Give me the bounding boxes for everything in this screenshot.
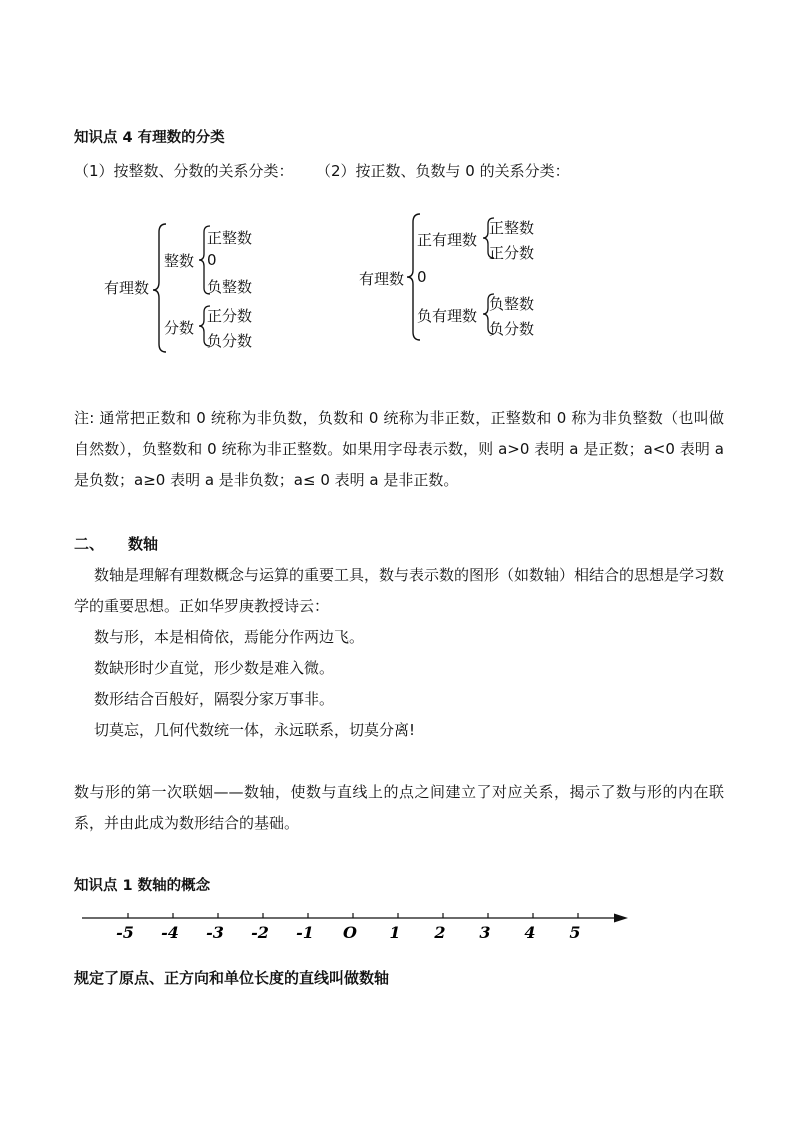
tree2-negative-integer: 负整数 xyxy=(489,295,535,313)
tree1-root: 有理数 xyxy=(104,279,150,297)
subtitle-integer-fraction: （1）按整数、分数的关系分类： xyxy=(74,162,294,180)
axis-tick-label: 2 xyxy=(434,923,446,942)
tree2-zero: 0 xyxy=(417,268,427,286)
part-number: 二、 xyxy=(74,535,105,553)
poem-line-2: 数缺形时少直觉，形少数是难入微。 xyxy=(94,659,335,677)
tree1-zero: 0 xyxy=(207,251,217,269)
axis-tick-label: 1 xyxy=(389,923,401,942)
tree2-group-positive: 正有理数 xyxy=(417,231,478,249)
section-title-classification: 知识点 4 有理数的分类 xyxy=(74,130,225,146)
axis-tick-label: -2 xyxy=(251,923,269,942)
part-title: 数轴 xyxy=(128,535,159,553)
tree1-positive-fraction: 正分数 xyxy=(207,307,253,325)
poem-line-3: 数形结合百般好，隔裂分家万事非。 xyxy=(94,690,335,708)
tree2-negative-fraction: 负分数 xyxy=(489,320,535,338)
axis-tick-label: 5 xyxy=(569,923,581,942)
tree1-negative-integer: 负整数 xyxy=(207,278,253,296)
tree2-positive-integer: 正整数 xyxy=(489,219,535,237)
tree1-positive-integer: 正整数 xyxy=(207,229,253,247)
axis-tick-label: -1 xyxy=(296,923,314,942)
tree1-group-fraction: 分数 xyxy=(164,319,195,337)
tree2-root: 有理数 xyxy=(359,270,405,288)
axis-tick-label: -4 xyxy=(161,923,179,942)
section-title-axis-concept: 知识点 1 数轴的概念 xyxy=(74,878,211,894)
note-paragraph: 注: 通常把正数和 0 统称为非负数，负数和 0 统称为非正数，正整数和 0 称为非负整数（也叫做自然数），负整数和 0 统称为非正整数。如果用字母表示数，则 a>0 表明 a 是正数；a<0 表明 a 是负数；a≥0 表明 a 是非负数；a≤ 0 表明 a 是非正数。 xyxy=(74,409,724,489)
tree2-positive-fraction: 正分数 xyxy=(489,244,535,262)
poem-line-1: 数与形，本是相倚依，焉能分作两边飞。 xyxy=(94,628,365,646)
tree1-negative-fraction: 负分数 xyxy=(207,332,253,350)
axis-tick-label: -3 xyxy=(206,923,224,942)
number-line xyxy=(0,905,794,945)
marriage-paragraph: 数与形的第一次联姻——数轴，使数与直线上的点之间建立了对应关系，揭示了数与形的内在联系，并由此成为数形结合的基础。 xyxy=(74,783,724,832)
tree2-group-negative: 负有理数 xyxy=(417,307,478,325)
axis-tick-label: -5 xyxy=(116,923,134,942)
axis-tick-label: 4 xyxy=(524,923,536,942)
axis-definition: 规定了原点、正方向和单位长度的直线叫做数轴 xyxy=(74,969,390,987)
subtitle-sign: （2）按正数、负数与 0 的关系分类： xyxy=(316,162,570,180)
axis-arrow-icon xyxy=(614,914,628,923)
axis-tick-label: O xyxy=(343,923,357,942)
axis-tick-label: 3 xyxy=(479,923,491,942)
tree1-group-integer: 整数 xyxy=(164,252,195,270)
intro-paragraph: 数轴是理解有理数概念与运算的重要工具，数与表示数的图形（如数轴）相结合的思想是学习数学的重要思想。正如华罗庚教授诗云： xyxy=(74,566,725,615)
poem-line-4: 切莫忘，几何代数统一体，永远联系，切莫分离! xyxy=(94,721,416,739)
